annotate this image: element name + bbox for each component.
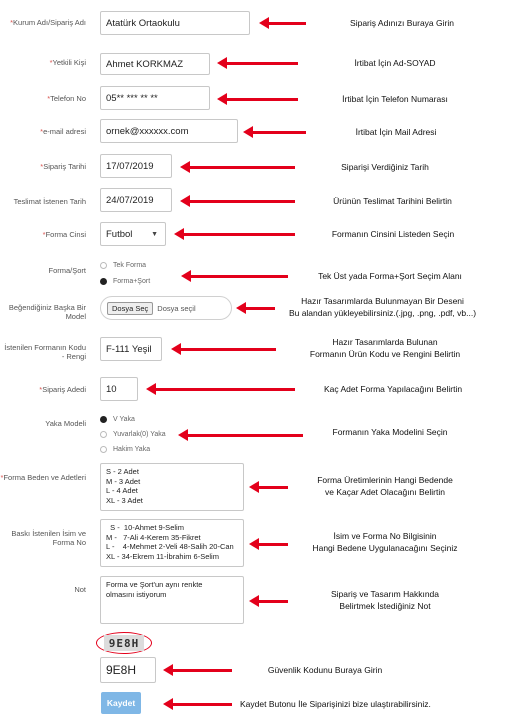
yetkili-label: *Yetkili Kişi [49,58,86,67]
urun-kodu-label: İstenilen Formanın Kodu - Rengi [4,343,86,361]
annotation-forma-sort: Tek Üst yada Forma+Şort Seçim Alanı [318,271,462,281]
baski-textarea[interactable]: S - 10-Ahmet 9-Selim M - 7-Ali 4-Kerem 35-Fikret L - 4-Mehmet 2-Veli 48-Salih 20-Can XL - 34-Ekrem 11-İbrahim 6-Selim [100,519,244,567]
teslimat-label: Teslimat İstenen Tarih [13,197,86,206]
radio-v-yaka[interactable]: V Yaka [100,416,135,423]
annotation-beden: Forma Üretimlerinin Hangi Bedende ve Kaçar Adet Olacağını Belirtin [317,475,453,497]
yaka-label: Yaka Modeli [45,419,86,428]
radio-hakim-yaka[interactable]: Hakim Yaka [100,446,150,453]
radio-tek-forma[interactable]: Tek Forma [100,262,146,269]
annotation-telefon: İrtibat İçin Telefon Numarası [342,94,448,104]
annotation-kurum: Sipariş Adınızı Buraya Girin [350,18,454,28]
annotation-yaka: Formanın Yaka Modelini Seçin [332,427,448,437]
kurum-label: *Kurum Adı/Sipariş Adı [10,18,86,27]
forma-cinsi-select[interactable]: Futbol ▼ [100,222,166,246]
arrow-siparis-tarihi [189,166,295,169]
annotation-captcha: Güvenlik Kodunu Buraya Girin [267,665,383,675]
urun-kodu-input[interactable]: F-111 Yeşil [100,337,162,361]
annotation-teslimat: Ürünün Teslimat Tarihini Belirtin [333,196,452,206]
file-status: Dosya seçil [157,303,196,313]
telefon-input[interactable]: 05** *** ** ** [100,86,210,110]
yetkili-input[interactable]: Ahmet KORKMAZ [100,53,210,75]
radio-yuvarlak-yaka[interactable]: Yuvarlak(0) Yaka [100,431,166,438]
captcha-input[interactable]: 9E8H [100,657,156,683]
annotation-yetkili: İrtibat İçin Ad-SOYAD [354,58,436,68]
file-choose-button[interactable]: Dosya Seç [107,302,153,315]
arrow-forma-cinsi [183,233,295,236]
arrow-captcha [172,669,232,672]
adet-input[interactable]: 10 [100,377,138,401]
forma-cinsi-label: *Forma Cinsi [42,230,86,239]
arrow-forma-sort [190,275,288,278]
email-label: *e-mail adresi [40,127,86,136]
annotation-forma-cinsi: Formanın Cinsini Listeden Seçin [331,229,455,239]
forma-sort-label: Forma/Şort [48,266,86,275]
arrow-not [258,600,288,603]
adet-label: *Sipariş Adedi [39,385,86,394]
teslimat-input[interactable]: 24/07/2019 [100,188,172,212]
file-upload-field [100,296,232,320]
annotation-email: İrtibat İçin Mail Adresi [355,127,437,137]
baski-label: Baskı İstenilen İsim ve Forma No [11,529,86,547]
not-textarea[interactable]: Forma ve Şort'un aynı renkte olmasını istiyorum [100,576,244,624]
kurum-input[interactable]: Atatürk Ortaokulu [100,11,250,35]
arrow-yaka [187,434,303,437]
siparis-tarihi-input[interactable]: 17/07/2019 [100,154,172,178]
annotation-urun-kodu: Hazır Tasarımlarda Bulunan Formanın Ürün Kodu ve Rengini Belirtin [309,337,461,359]
siparis-tarihi-label: *Sipariş Tarihi [40,162,86,171]
email-input[interactable]: ornek@xxxxxx.com [100,119,238,143]
arrow-teslimat [189,200,295,203]
telefon-label: *Telefon No [47,94,86,103]
model-label: Beğendiğiniz Başka Bir Model [8,303,86,321]
arrow-telefon [226,98,298,101]
captcha-image: 9E8H [104,635,144,651]
annotation-not: Sipariş ve Tasarım Hakkında Belirtmek İstediğiniz Not [330,589,440,611]
not-label: Not [74,585,86,594]
annotation-model: Hazır Tasarımlarda Bulunmayan Bir Deseni Bu alandan yükleyebilirsiniz.(.jpg, .png, .pdf, vb...) [288,296,477,318]
arrow-kurum [268,22,306,25]
arrow-urun-kodu [180,348,276,351]
arrow-submit [172,703,232,706]
arrow-adet [155,388,295,391]
annotation-siparis-tarihi: Siparişi Verdiğiniz Tarih [341,162,429,172]
radio-forma-sort[interactable]: Forma+Şort [100,278,150,285]
beden-textarea[interactable]: S - 2 Adet M - 3 Adet L - 4 Adet XL - 3 Adet [100,463,244,511]
arrow-yetkili [226,62,298,65]
annotation-submit: Kaydet Butonu İle Siparişinizi bize ulaştırabilirsiniz. [240,699,431,709]
chevron-down-icon: ▼ [151,230,158,238]
beden-label: *Forma Beden ve Adetleri [0,473,86,482]
annotation-adet: Kaç Adet Forma Yapılacağını Belirtin [323,384,463,394]
arrow-email [252,131,306,134]
kaydet-button[interactable]: Kaydet [101,692,141,714]
annotation-baski: İsim ve Forma No Bilgisinin Hangi Bedene Uygulanacağını Seçiniz [312,531,458,553]
